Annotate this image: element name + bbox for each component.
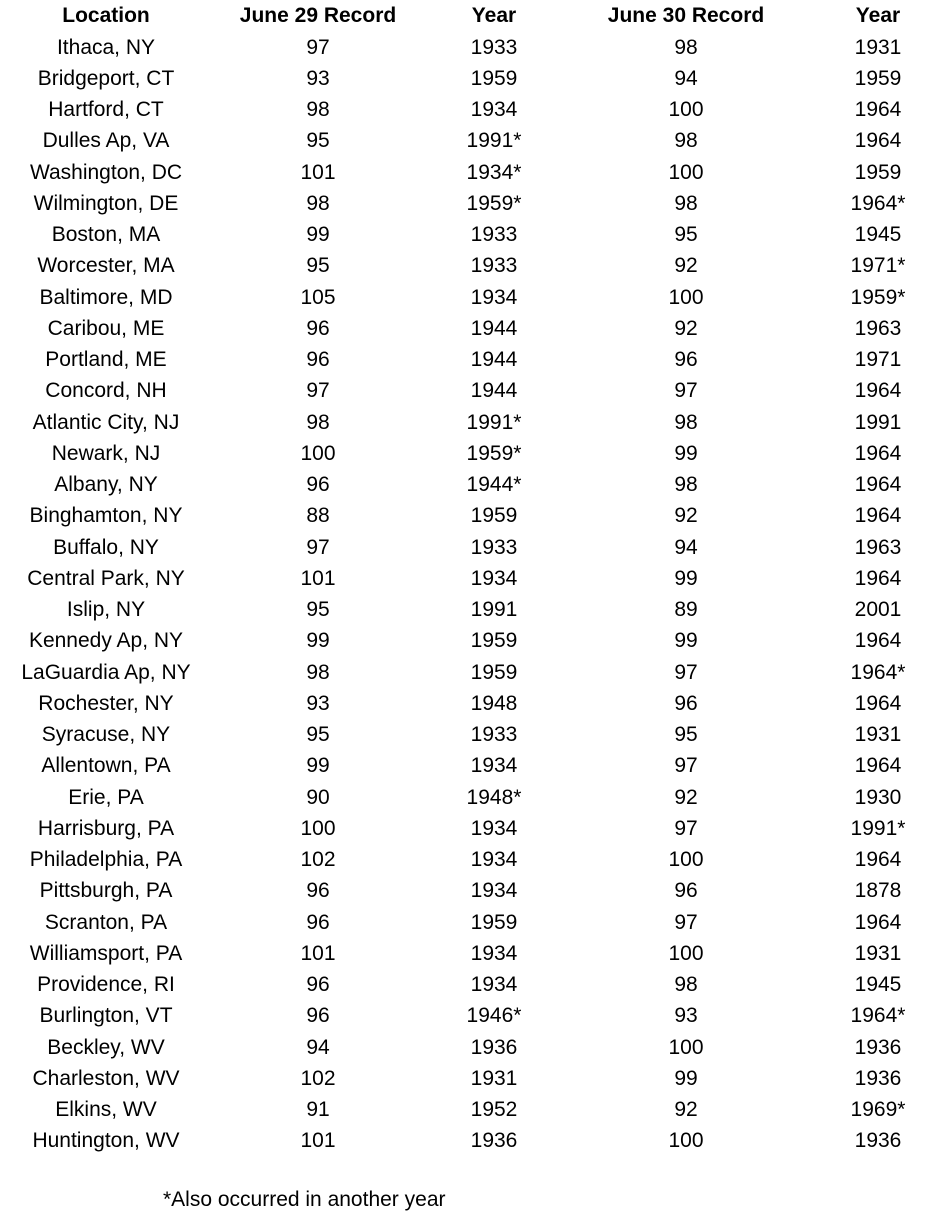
table-row [0, 282, 948, 313]
june30-record-cell: 100 [668, 941, 704, 965]
june29-year-cell: 1959* [466, 191, 522, 215]
june29-record-cell: 96 [306, 316, 330, 340]
june30-year-cell: 1945 [854, 223, 902, 247]
june30-year-cell: 1936 [854, 1035, 902, 1059]
table-row [0, 751, 948, 782]
table-row [0, 345, 948, 376]
june29-year-cell: 1991* [466, 410, 522, 434]
june29-record-cell: 101 [300, 160, 336, 184]
table-row [0, 95, 948, 126]
june30-record-cell: 98 [674, 410, 698, 434]
june29-year-cell: 1936 [470, 1035, 518, 1059]
june30-year-cell: 1969* [850, 1098, 906, 1122]
june29-record-cell: 95 [306, 254, 330, 278]
june30-record-cell: 95 [674, 223, 698, 247]
june30-record-cell: 93 [674, 1004, 698, 1028]
june30-record-cell: 98 [674, 191, 698, 215]
june29-record-cell: 95 [306, 598, 330, 622]
june29-year-cell: 1933 [470, 35, 518, 59]
june30-year-cell: 1964 [854, 848, 902, 872]
location-cell: Boston, MA [51, 223, 161, 247]
location-cell: Concord, NH [45, 379, 167, 403]
june29-year-cell: 1934* [466, 160, 522, 184]
june30-record-cell: 99 [674, 566, 698, 590]
june30-year-cell: 1964 [854, 629, 902, 653]
location-cell: Williamsport, PA [29, 941, 183, 965]
june30-record-cell: 98 [674, 129, 698, 153]
june29-year-cell: 1936 [470, 1129, 518, 1153]
june29-record-cell: 97 [306, 535, 330, 559]
june29-record-cell: 102 [300, 1066, 336, 1090]
location-cell: Erie, PA [68, 785, 144, 809]
table-row [0, 626, 948, 657]
june30-record-cell: 99 [674, 441, 698, 465]
location-cell: Allentown, PA [41, 754, 171, 778]
table-row [0, 876, 948, 907]
june29-record-cell: 99 [306, 223, 330, 247]
june30-year-cell: 1964 [854, 98, 902, 122]
june29-record-cell: 100 [300, 441, 336, 465]
june29-record-cell: 98 [306, 191, 330, 215]
june29-record-cell: 100 [300, 816, 336, 840]
table-row [0, 1001, 948, 1032]
june29-year-cell: 1952 [470, 1098, 518, 1122]
june30-record-cell: 98 [674, 473, 698, 497]
table-row [0, 532, 948, 563]
june30-record-cell: 96 [674, 879, 698, 903]
june30-year-cell: 1964 [854, 129, 902, 153]
header-june30-record: June 30 Record [607, 4, 765, 27]
table-row [0, 1063, 948, 1094]
june29-record-cell: 96 [306, 910, 330, 934]
june30-record-cell: 99 [674, 1066, 698, 1090]
june29-year-cell: 1934 [470, 98, 518, 122]
table-row [0, 313, 948, 344]
june29-record-cell: 95 [306, 129, 330, 153]
location-cell: Philadelphia, PA [29, 848, 183, 872]
table-header-row [0, 0, 948, 32]
june29-record-cell: 97 [306, 379, 330, 403]
june29-record-cell: 94 [306, 1035, 330, 1059]
location-cell: Baltimore, MD [39, 285, 173, 309]
june29-year-cell: 1933 [470, 254, 518, 278]
june30-record-cell: 98 [674, 35, 698, 59]
june29-year-cell: 1934 [470, 754, 518, 778]
june29-year-cell: 1933 [470, 535, 518, 559]
june30-record-cell: 92 [674, 504, 698, 528]
june30-year-cell: 1964 [854, 473, 902, 497]
june29-year-cell: 1959 [470, 660, 518, 684]
table-row [0, 907, 948, 938]
june29-year-cell: 1933 [470, 223, 518, 247]
june30-year-cell: 1964 [854, 441, 902, 465]
location-cell: Hartford, CT [48, 98, 164, 122]
june29-year-cell: 1991* [466, 129, 522, 153]
june29-record-cell: 99 [306, 629, 330, 653]
june30-record-cell: 97 [674, 816, 698, 840]
june29-year-cell: 1948 [470, 691, 518, 715]
june29-record-cell: 105 [300, 285, 336, 309]
june30-record-cell: 94 [674, 66, 698, 90]
june29-year-cell: 1944 [470, 379, 518, 403]
table-row [0, 63, 948, 94]
june29-year-cell: 1959 [470, 629, 518, 653]
location-cell: Albany, NY [54, 473, 158, 497]
table-row [0, 376, 948, 407]
location-cell: Buffalo, NY [53, 535, 159, 559]
june30-record-cell: 98 [674, 973, 698, 997]
june30-year-cell: 1878 [854, 879, 902, 903]
june29-record-cell: 101 [300, 941, 336, 965]
june30-year-cell: 2001 [854, 598, 902, 622]
june29-record-cell: 90 [306, 785, 330, 809]
june30-year-cell: 1936 [854, 1066, 902, 1090]
june29-year-cell: 1944 [470, 348, 518, 372]
june30-year-cell: 1963 [854, 316, 902, 340]
june30-record-cell: 100 [668, 848, 704, 872]
location-cell: Bridgeport, CT [37, 66, 175, 90]
june29-year-cell: 1946* [466, 1004, 522, 1028]
location-cell: Caribou, ME [47, 316, 165, 340]
june29-record-cell: 96 [306, 473, 330, 497]
june29-year-cell: 1959 [470, 66, 518, 90]
june30-year-cell: 1930 [854, 785, 902, 809]
june29-record-cell: 96 [306, 348, 330, 372]
table-row [0, 126, 948, 157]
location-cell: LaGuardia Ap, NY [21, 660, 191, 684]
june30-record-cell: 96 [674, 348, 698, 372]
june30-year-cell: 1964 [854, 754, 902, 778]
table-row [0, 1032, 948, 1063]
june30-record-cell: 100 [668, 285, 704, 309]
june29-year-cell: 1934 [470, 973, 518, 997]
footnote: *Also occurred in another year [163, 1188, 446, 1211]
location-cell: Ithaca, NY [56, 35, 156, 59]
location-cell: Atlantic City, NJ [32, 410, 180, 434]
location-cell: Pittsburgh, PA [39, 879, 173, 903]
june29-record-cell: 99 [306, 754, 330, 778]
june30-record-cell: 100 [668, 1129, 704, 1153]
june29-year-cell: 1959 [470, 910, 518, 934]
june30-record-cell: 92 [674, 316, 698, 340]
june30-record-cell: 100 [668, 1035, 704, 1059]
june29-year-cell: 1934 [470, 848, 518, 872]
june29-year-cell: 1934 [470, 285, 518, 309]
june29-year-cell: 1933 [470, 723, 518, 747]
june30-year-cell: 1971* [850, 254, 906, 278]
june30-year-cell: 1991 [854, 410, 902, 434]
june29-record-cell: 93 [306, 66, 330, 90]
location-cell: Washington, DC [29, 160, 183, 184]
june29-record-cell: 95 [306, 723, 330, 747]
june29-record-cell: 93 [306, 691, 330, 715]
june30-year-cell: 1964 [854, 504, 902, 528]
table-row [0, 688, 948, 719]
june30-year-cell: 1964 [854, 691, 902, 715]
june30-year-cell: 1959 [854, 66, 902, 90]
table-row [0, 220, 948, 251]
location-cell: Kennedy Ap, NY [28, 629, 184, 653]
june30-record-cell: 97 [674, 660, 698, 684]
june30-record-cell: 100 [668, 98, 704, 122]
june30-year-cell: 1964 [854, 910, 902, 934]
june30-record-cell: 97 [674, 754, 698, 778]
location-cell: Wilmington, DE [33, 191, 179, 215]
june30-year-cell: 1964* [850, 660, 906, 684]
june30-year-cell: 1959 [854, 160, 902, 184]
header-location: Location [62, 4, 150, 27]
table-row [0, 407, 948, 438]
june29-year-cell: 1991 [470, 598, 518, 622]
june29-year-cell: 1944 [470, 316, 518, 340]
table-row [0, 813, 948, 844]
location-cell: Syracuse, NY [41, 723, 171, 747]
june29-year-cell: 1959* [466, 441, 522, 465]
june29-year-cell: 1934 [470, 941, 518, 965]
june30-year-cell: 1971 [854, 348, 902, 372]
june29-year-cell: 1934 [470, 566, 518, 590]
table-row [0, 188, 948, 219]
table-row [0, 970, 948, 1001]
table-row [0, 657, 948, 688]
june29-year-cell: 1934 [470, 879, 518, 903]
table-row [0, 501, 948, 532]
table-row [0, 1126, 948, 1157]
table-row [0, 438, 948, 469]
table-body [0, 32, 948, 1157]
june30-record-cell: 95 [674, 723, 698, 747]
june29-year-cell: 1948* [466, 785, 522, 809]
location-cell: Dulles Ap, VA [42, 129, 170, 153]
june30-year-cell: 1936 [854, 1129, 902, 1153]
june29-record-cell: 97 [306, 35, 330, 59]
table-row [0, 470, 948, 501]
june30-year-cell: 1931 [854, 941, 902, 965]
location-cell: Beckley, WV [47, 1035, 165, 1059]
june29-record-cell: 98 [306, 98, 330, 122]
june30-record-cell: 94 [674, 535, 698, 559]
june29-record-cell: 101 [300, 1129, 336, 1153]
june30-year-cell: 1963 [854, 535, 902, 559]
location-cell: Harrisburg, PA [37, 816, 175, 840]
location-cell: Huntington, WV [32, 1129, 180, 1153]
june30-year-cell: 1931 [854, 35, 902, 59]
location-cell: Elkins, WV [55, 1098, 157, 1122]
table-row [0, 563, 948, 594]
june30-year-cell: 1964* [850, 191, 906, 215]
june29-record-cell: 102 [300, 848, 336, 872]
june29-record-cell: 98 [306, 410, 330, 434]
location-cell: Burlington, VT [39, 1004, 173, 1028]
location-cell: Portland, ME [45, 348, 167, 372]
june30-record-cell: 97 [674, 910, 698, 934]
june30-year-cell: 1991* [850, 816, 906, 840]
location-cell: Scranton, PA [44, 910, 168, 934]
table-row [0, 595, 948, 626]
june30-year-cell: 1964 [854, 379, 902, 403]
june29-year-cell: 1944* [466, 473, 522, 497]
june30-year-cell: 1964 [854, 566, 902, 590]
june30-record-cell: 89 [674, 598, 698, 622]
table-row [0, 720, 948, 751]
location-cell: Central Park, NY [27, 566, 185, 590]
june29-record-cell: 88 [306, 504, 330, 528]
header-june29-year: Year [471, 4, 517, 27]
june30-year-cell: 1931 [854, 723, 902, 747]
june29-record-cell: 96 [306, 879, 330, 903]
june29-record-cell: 96 [306, 1004, 330, 1028]
table-row [0, 938, 948, 969]
june29-record-cell: 91 [306, 1098, 330, 1122]
location-cell: Charleston, WV [32, 1066, 180, 1090]
location-cell: Binghamton, NY [29, 504, 183, 528]
june29-record-cell: 96 [306, 973, 330, 997]
table-row [0, 157, 948, 188]
june30-record-cell: 96 [674, 691, 698, 715]
table-row [0, 782, 948, 813]
table-row [0, 32, 948, 63]
table-row [0, 251, 948, 282]
header-june30-year: Year [855, 4, 901, 27]
june29-year-cell: 1931 [470, 1066, 518, 1090]
june30-record-cell: 92 [674, 254, 698, 278]
june30-record-cell: 100 [668, 160, 704, 184]
location-cell: Worcester, MA [37, 254, 175, 278]
table-row [0, 845, 948, 876]
location-cell: Rochester, NY [38, 691, 174, 715]
june29-record-cell: 101 [300, 566, 336, 590]
location-cell: Islip, NY [66, 598, 146, 622]
location-cell: Newark, NJ [51, 441, 161, 465]
june30-year-cell: 1964* [850, 1004, 906, 1028]
location-cell: Providence, RI [37, 973, 175, 997]
june30-record-cell: 92 [674, 1098, 698, 1122]
june29-year-cell: 1934 [470, 816, 518, 840]
june30-year-cell: 1959* [850, 285, 906, 309]
june30-record-cell: 99 [674, 629, 698, 653]
june30-year-cell: 1945 [854, 973, 902, 997]
june29-record-cell: 98 [306, 660, 330, 684]
june29-year-cell: 1959 [470, 504, 518, 528]
table-row [0, 1095, 948, 1126]
june30-record-cell: 92 [674, 785, 698, 809]
header-june29-record: June 29 Record [239, 4, 397, 27]
june30-record-cell: 97 [674, 379, 698, 403]
